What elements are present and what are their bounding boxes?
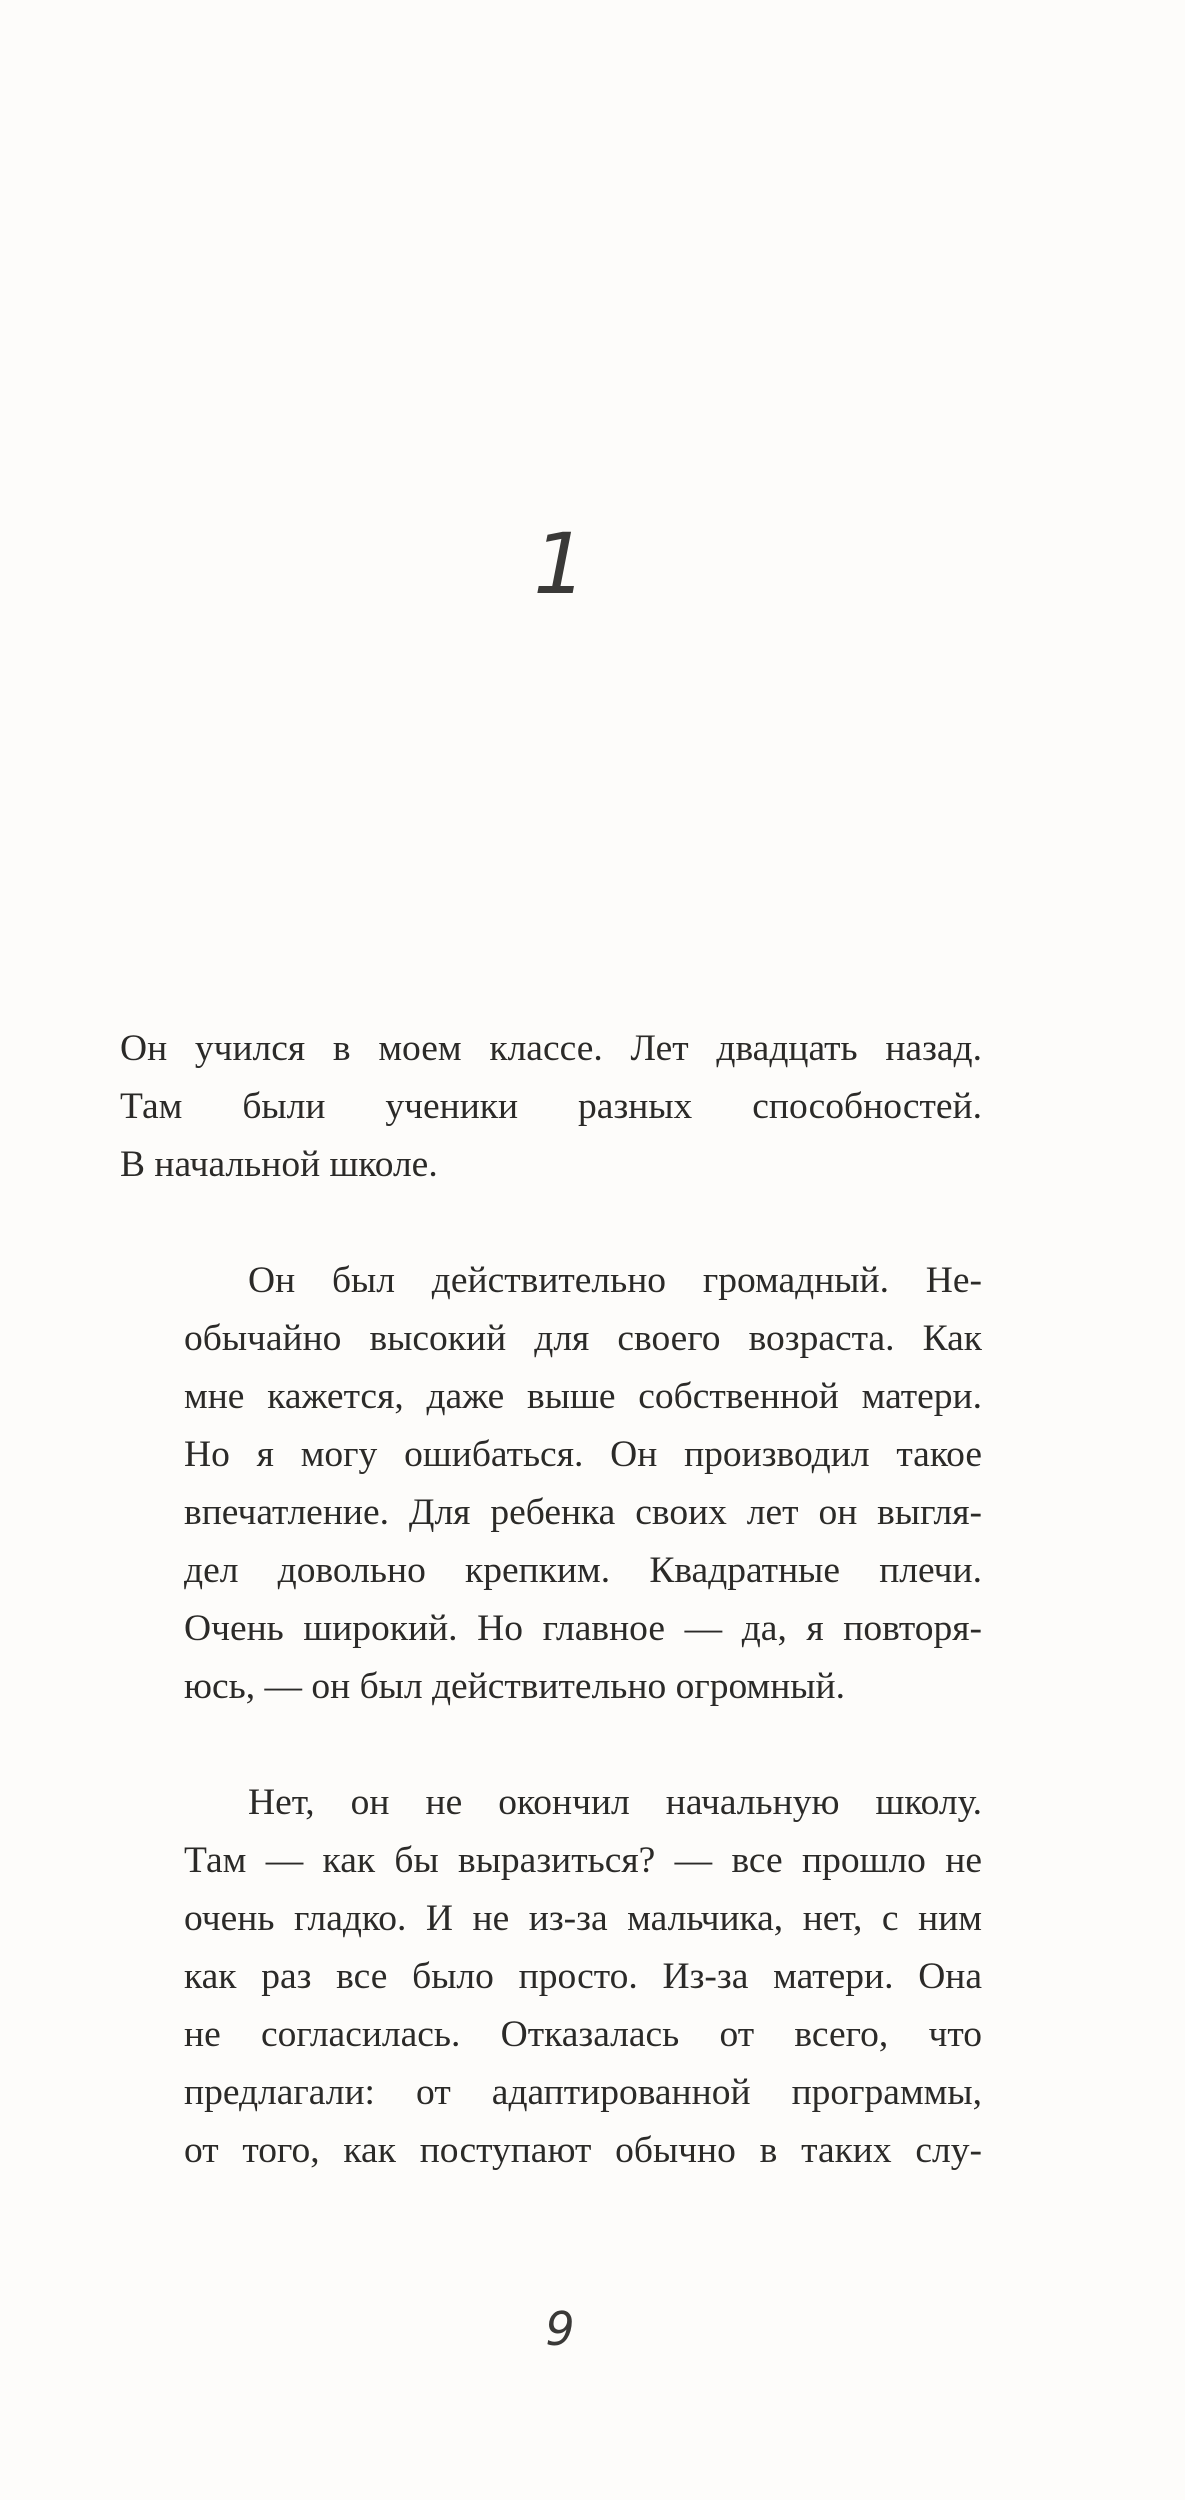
- text-line: юсь, — он был действительно огромный.: [184, 1666, 845, 1707]
- text-line: Но я могу ошибаться. Он производил такое: [184, 1434, 982, 1475]
- paragraph-2: [120, 1252, 982, 1716]
- text-line: от того, как поступают обычно в таких слу-: [184, 2130, 982, 2171]
- text-line: мне кажется, даже выше собственной матери.: [184, 1376, 982, 1417]
- paragraph-3: [120, 1774, 982, 2180]
- chapter-number: 1: [533, 515, 587, 613]
- text-line: предлагали: от адаптированной программы,: [184, 2072, 982, 2113]
- body-text: [120, 1020, 982, 2238]
- text-line: В начальной школе.: [120, 1144, 438, 1185]
- text-line: не согласилась. Отказалась от всего, что: [184, 2014, 982, 2055]
- text-line: Нет, он не окончил начальную школу.: [248, 1782, 982, 1823]
- paragraph-1: [120, 1020, 982, 1194]
- text-line: Там были ученики разных способностей.: [120, 1086, 982, 1127]
- text-line: дел довольно крепким. Квадратные плечи.: [184, 1550, 982, 1591]
- text-line: Он был действительно громадный. Не-: [248, 1260, 982, 1301]
- text-line: впечатление. Для ребенка своих лет он выгля-: [184, 1492, 982, 1533]
- page-number: 9: [545, 2302, 575, 2356]
- text-line: обычайно высокий для своего возраста. Как: [184, 1318, 982, 1359]
- text-line: Он учился в моем классе. Лет двадцать назад.: [120, 1028, 982, 1069]
- text-line: очень гладко. И не из-за мальчика, нет, с ним: [184, 1898, 982, 1939]
- text-line: Очень широкий. Но главное — да, я повторя-: [184, 1608, 982, 1649]
- text-line: как раз все было просто. Из-за матери. Она: [184, 1956, 982, 1997]
- text-line: Там — как бы выразиться? — все прошло не: [184, 1840, 982, 1881]
